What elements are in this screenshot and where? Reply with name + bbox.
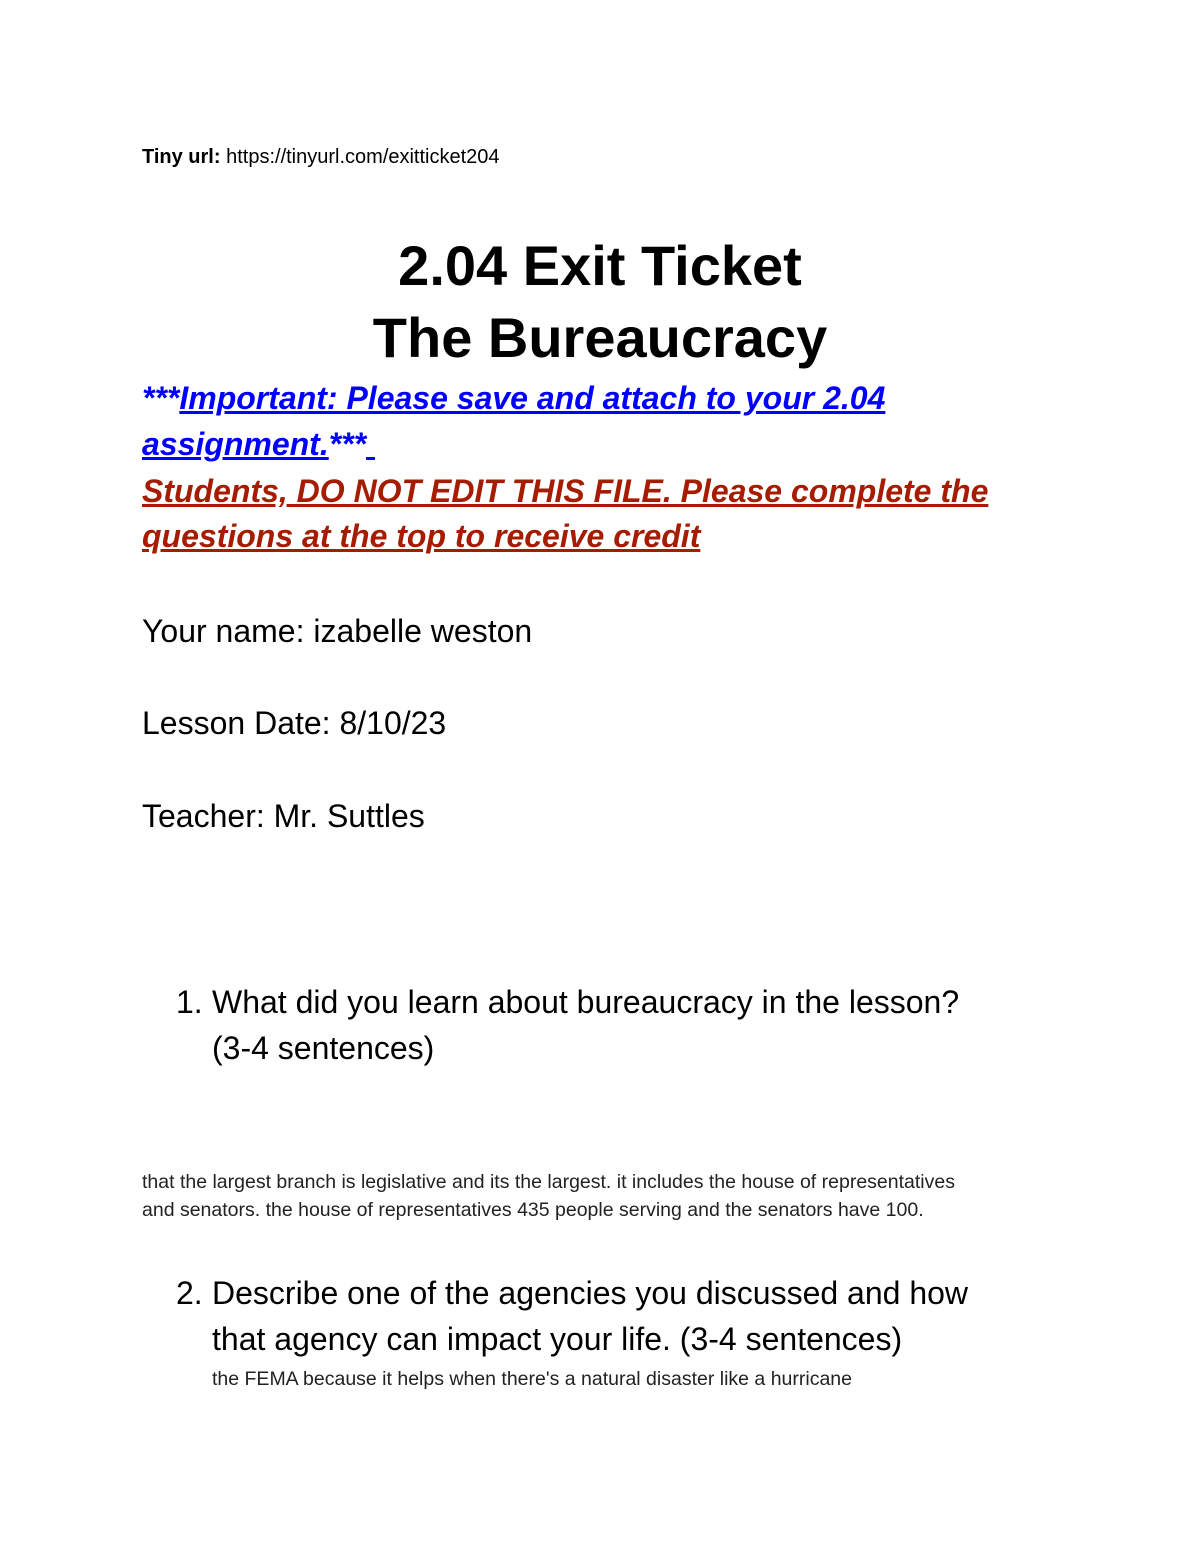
page-title: 2.04 Exit Ticket <box>398 234 802 297</box>
question-1: 1. What did you learn about bureaucracy in the lesson? <box>176 984 960 1020</box>
teacher-field: Teacher: Mr. Suttles <box>142 798 425 834</box>
student-name-field: Your name: izabelle weston <box>142 613 533 649</box>
answer-1-line1: that the largest branch is legislative and its the largest. it includes the house of representatives <box>142 1171 955 1193</box>
warning-line1: Students, DO NOT EDIT THIS FILE. Please complete the <box>142 473 989 509</box>
lesson-date-field: Lesson Date: 8/10/23 <box>142 705 447 741</box>
answer-2-line1: the FEMA because it helps when there's a natural disaster like a hurricane <box>212 1368 852 1390</box>
warning-line2: questions at the top to receive credit <box>142 518 701 554</box>
important-notice-line2: assignment.*** <box>142 426 367 462</box>
question-number: 1. <box>176 984 203 1020</box>
tiny-url-link[interactable]: https://tinyurl.com/exitticket204 <box>226 146 500 168</box>
answer-1-line2: and senators. the house of representatives 435 people serving and the senators have 100. <box>142 1199 924 1221</box>
question-number: 2. <box>176 1275 203 1311</box>
question-1-continued: (3-4 sentences) <box>212 1030 435 1066</box>
tiny-url-label: Tiny url: <box>142 146 221 168</box>
question-2: 2. Describe one of the agencies you discussed and how <box>176 1275 969 1311</box>
page-subtitle: The Bureaucracy <box>372 306 828 369</box>
important-notice-text: Important: Please save and attach to your 2.04 <box>179 380 886 416</box>
question-2-continued: that agency can impact your life. (3-4 sentences) <box>212 1321 903 1357</box>
tiny-url-line <box>142 147 500 167</box>
important-notice-line1: ***Important: Please save and attach to your 2.04 <box>142 380 886 416</box>
